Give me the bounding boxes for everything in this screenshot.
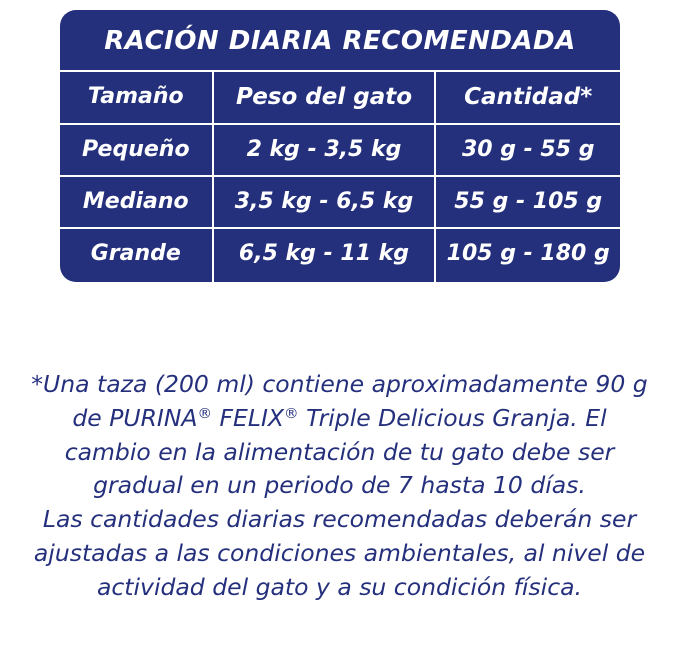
ration-card bbox=[60, 10, 620, 282]
column-header-weight: Peso del gato bbox=[213, 71, 436, 124]
footnote-line-3: cambio en la alimentación de tu gato debe ser bbox=[64, 437, 615, 466]
footnote-line-6: ajustadas a las condiciones ambientales, al nivel de bbox=[33, 539, 646, 568]
table-row bbox=[60, 176, 620, 228]
footnote-line-2-part-b: FELIX bbox=[212, 403, 285, 432]
cell-weight: 6,5 kg - 11 kg bbox=[213, 228, 436, 282]
cell-amount: 30 g - 55 g bbox=[435, 124, 620, 176]
footnote-line-2-part-c: Triple Delicious Granja. El bbox=[298, 403, 607, 432]
cell-weight: 3,5 kg - 6,5 kg bbox=[213, 176, 436, 228]
recommended-ration-table bbox=[60, 70, 620, 282]
registered-mark-icon: ® bbox=[197, 404, 213, 422]
cell-amount: 105 g - 180 g bbox=[435, 228, 620, 282]
cell-weight: 2 kg - 3,5 kg bbox=[213, 124, 436, 176]
cell-amount: 55 g - 105 g bbox=[435, 176, 620, 228]
table-row bbox=[60, 124, 620, 176]
table-header-row bbox=[60, 71, 620, 124]
column-header-amount: Cantidad* bbox=[435, 71, 620, 124]
cell-size: Grande bbox=[60, 228, 213, 282]
footnote-line-2 bbox=[6, 402, 673, 436]
cell-size: Pequeño bbox=[60, 124, 213, 176]
table-row bbox=[60, 228, 620, 282]
footnote-line-2-part-a: de PURINA bbox=[72, 403, 198, 432]
cell-size: Mediano bbox=[60, 176, 213, 228]
footnote-line-5: Las cantidades diarias recomendadas deberán ser bbox=[42, 505, 637, 534]
footnote-line-7: actividad del gato y a su condición física. bbox=[96, 572, 582, 601]
registered-mark-icon: ® bbox=[284, 404, 299, 422]
page-title: RACIÓN DIARIA RECOMENDADA bbox=[104, 26, 576, 56]
footnote-text bbox=[0, 368, 679, 605]
footnote-line-4: gradual en un periodo de 7 hasta 10 días. bbox=[93, 471, 586, 500]
column-header-size: Tamaño bbox=[60, 71, 213, 124]
footnote-line-1: *Una taza (200 ml) contiene aproximadamente 90 g bbox=[31, 370, 648, 398]
